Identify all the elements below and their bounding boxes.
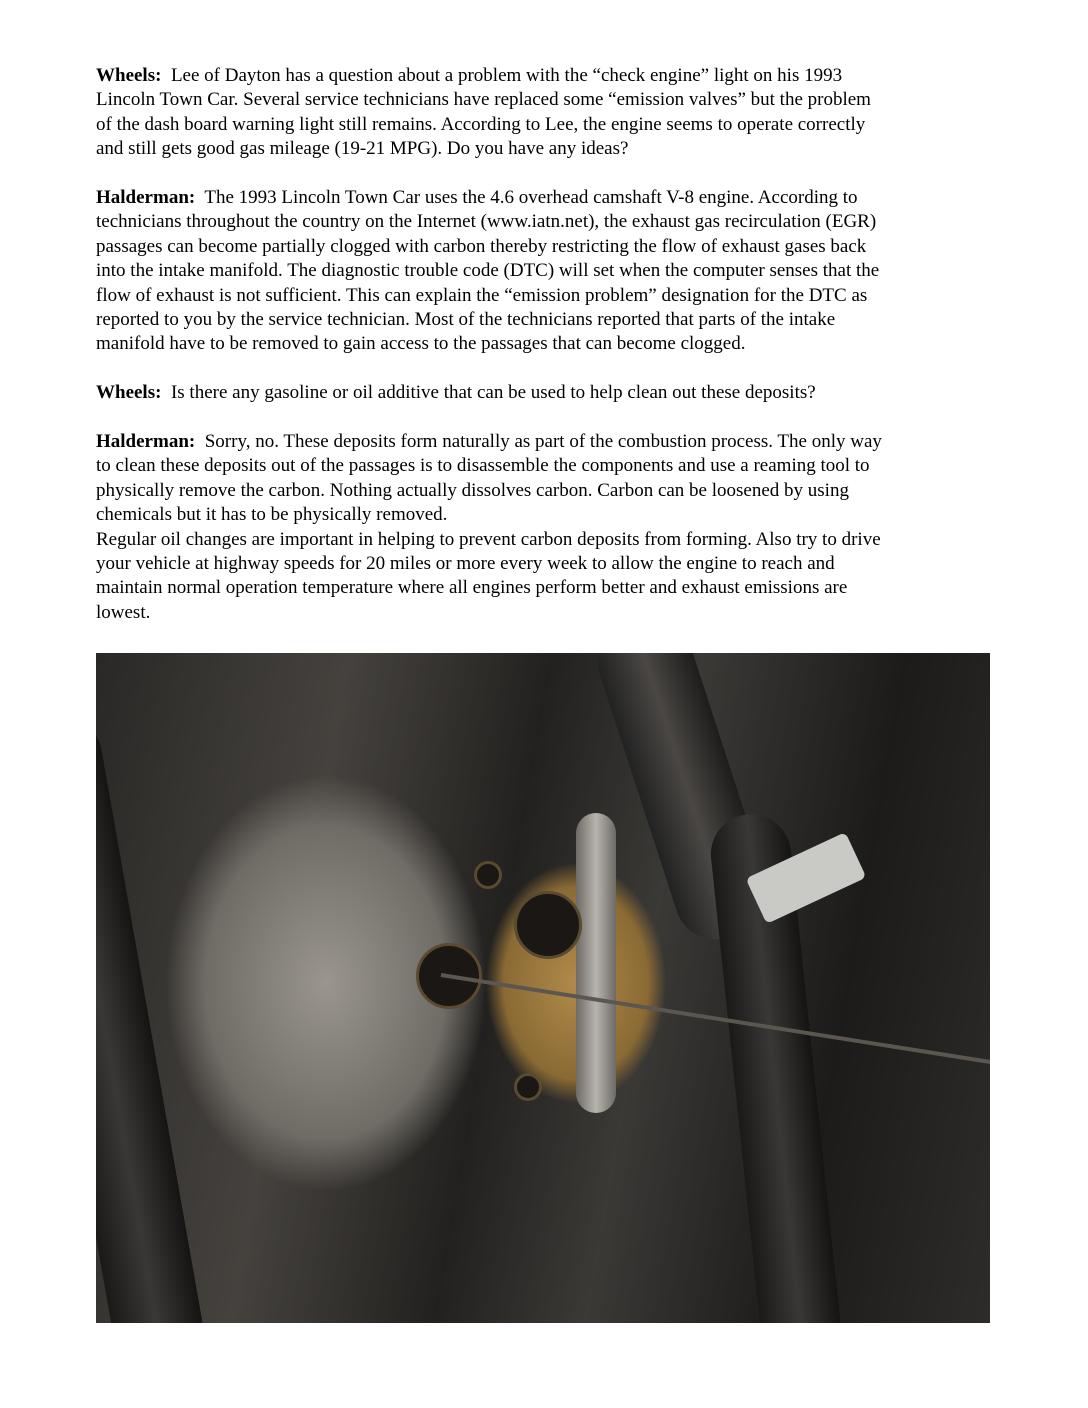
- reaming-wire: [441, 973, 990, 1065]
- gasket-hole: [514, 891, 582, 959]
- paragraph-wheels-question: Wheels: Lee of Dayton has a question about a problem with the “check engine” light on his 1993 Lincoln Town Car. Several service technicians have replaced some “emission valves” but the problem of the dash board warning light still remains. According to Lee, the engine seems to operate correctly and still gets good gas mileage (19-21 MPG). Do you have any ideas?: [96, 65, 871, 160]
- gasket-bolt-hole: [514, 1073, 542, 1101]
- article-text: [96, 64, 1006, 650]
- spring-tube: [576, 813, 616, 1113]
- paragraph-wheels-followup: Wheels: Is there any gasoline or oil additive that can be used to help clean out these deposits?: [96, 382, 816, 404]
- speaker-label: Halderman:: [96, 431, 196, 453]
- speaker-label: Wheels:: [96, 382, 162, 404]
- speaker-label: Halderman:: [96, 187, 196, 209]
- hose-left: [96, 711, 216, 1323]
- paragraph-halderman-answer: Halderman: The 1993 Lincoln Town Car uses the 4.6 overhead camshaft V-8 engine. According to technicians throughout the country on the Internet (www.iatn.net), the exhaust gas recirculation (EGR) passages can become partially clogged with carbon thereby restricting the flow of exhaust gases back into the intake manifold. The diagnostic trouble code (DTC) will set when the computer senses that the flow of exhaust is not sufficient. This can explain the “emission problem” designation for the DTC as reported to you by the service technician. Most of the technicians reported that parts of the intake manifold have to be removed to gain access to the passages that can become clogged.: [96, 187, 880, 355]
- paragraph-maintenance-tip: Regular oil changes are important in helping to prevent carbon deposits from forming. Also try to drive your vehicle at highway speeds for 20 miles or more every week to allow the engine to reach and maintain normal operation temperature where all engines perform better and exhaust emissions are lowest.: [96, 528, 881, 623]
- engine-egr-photo: [96, 653, 990, 1323]
- speaker-label: Wheels:: [96, 65, 162, 86]
- gasket-bolt-hole: [474, 861, 502, 889]
- paragraph-halderman-followup: Halderman: Sorry, no. These deposits form naturally as part of the combustion process. The only way to clean these deposits out of the passages is to disassemble the components and use a reaming tool to physically remove the carbon. Nothing actually dissolves carbon. Carbon can be loosened by using chemicals but it has to be physically removed.: [96, 431, 882, 526]
